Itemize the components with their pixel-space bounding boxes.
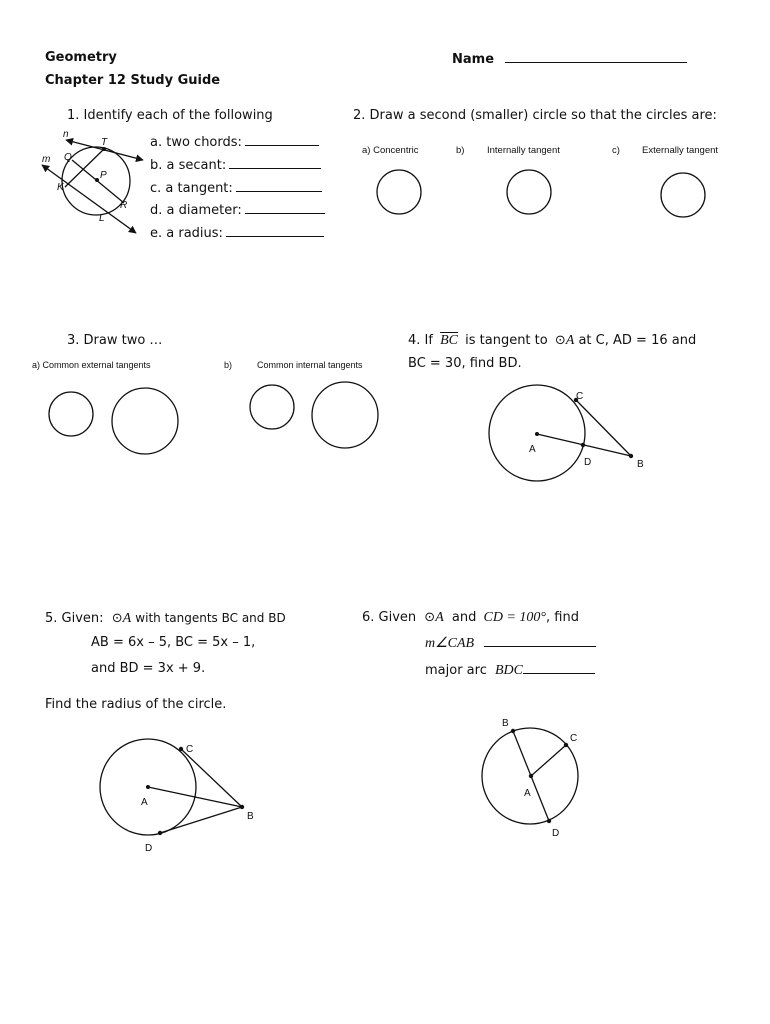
tangent-bd bbox=[160, 807, 242, 833]
label-q: Q bbox=[64, 152, 72, 163]
label-c: C bbox=[576, 391, 584, 402]
q1-item-d: d. a diameter: bbox=[150, 201, 325, 219]
arc-cd: CD = 100° bbox=[483, 610, 547, 625]
point-a bbox=[146, 785, 150, 789]
tangent-bc bbox=[181, 749, 242, 807]
point-a bbox=[535, 432, 539, 436]
point-c bbox=[564, 743, 568, 747]
q3-option-a: a) Common external tangents bbox=[32, 360, 151, 370]
q2-figures bbox=[377, 170, 705, 217]
q3-prompt: 3. Draw two … bbox=[67, 333, 163, 348]
label-d: D bbox=[552, 828, 560, 839]
q3-option-b: Common internal tangents bbox=[257, 360, 363, 370]
q6-figure bbox=[482, 728, 578, 824]
q1-item-e: e. a radius: bbox=[150, 224, 324, 242]
q5-line3: and BD = 3x + 9. bbox=[91, 661, 206, 676]
point-d bbox=[547, 819, 551, 823]
q2-prompt: 2. Draw a second (smaller) circle so that the circles are: bbox=[353, 108, 717, 123]
label-l: L bbox=[99, 213, 105, 224]
q2-option-b: Internally tangent bbox=[487, 145, 560, 156]
q1-item-c: c. a tangent: bbox=[150, 179, 322, 197]
q1-prompt: 1. Identify each of the following bbox=[67, 108, 273, 123]
segment-bc: $\overline{BC}$ bbox=[440, 333, 458, 348]
label-m: m bbox=[42, 154, 51, 165]
point-d bbox=[158, 831, 162, 835]
label-r: R bbox=[120, 200, 128, 211]
q4-line2: BC = 30, find BD. bbox=[408, 356, 522, 371]
q4-figure bbox=[489, 385, 633, 481]
q5-line2: AB = 6x – 5, BC = 5x – 1, bbox=[91, 635, 256, 650]
q4-line1: 4. If $\overline{BC}$ is tangent to ⊙A at C, AD = 16 and bbox=[408, 333, 697, 348]
label-c: C bbox=[186, 744, 194, 755]
q2-circle-concentric bbox=[377, 170, 421, 214]
course-title: Geometry bbox=[45, 50, 117, 65]
point-b bbox=[240, 805, 244, 809]
point-d bbox=[581, 443, 585, 447]
q3-figures bbox=[49, 382, 378, 454]
q3-option-b-letter: b) bbox=[224, 360, 233, 370]
q5-labels bbox=[141, 744, 254, 854]
q3a-large-circle bbox=[112, 388, 178, 454]
point-c bbox=[179, 747, 183, 751]
name-label: Name bbox=[452, 52, 495, 67]
q4-labels bbox=[529, 391, 644, 470]
label-c: C bbox=[570, 733, 578, 744]
q6-line1: 6. Given ⊙A and CD = 100°, find bbox=[362, 610, 579, 625]
q1-item-a: a. two chords: bbox=[150, 133, 319, 151]
q2-option-c: Externally tangent bbox=[642, 145, 719, 156]
q1-item-b: b. a secant: bbox=[150, 156, 321, 174]
q6-angle-item: m∠CAB bbox=[425, 634, 596, 652]
q2-circle-external bbox=[661, 173, 705, 217]
q5-line1: 5. Given: ⊙A with tangents BC and BD bbox=[45, 611, 286, 626]
circle-symbol: ⊙ bbox=[554, 333, 566, 348]
q2-circle-internal bbox=[507, 170, 551, 214]
label-a: A bbox=[524, 788, 531, 799]
label-a: A bbox=[529, 444, 536, 455]
label-d: D bbox=[584, 457, 592, 468]
segment-ab bbox=[148, 787, 242, 807]
point-a bbox=[529, 774, 533, 778]
point-b bbox=[629, 454, 633, 458]
q3a-small-circle bbox=[49, 392, 93, 436]
point-p bbox=[95, 178, 99, 182]
radius-ac bbox=[531, 745, 566, 776]
q3b-small-circle bbox=[250, 385, 294, 429]
label-b: B bbox=[637, 459, 644, 470]
label-p: P bbox=[100, 170, 107, 181]
q2-option-b-letter: b) bbox=[456, 145, 465, 156]
q5-figure bbox=[100, 739, 244, 835]
circle-symbol: ⊙ bbox=[111, 611, 123, 626]
q2-option-c-letter: c) bbox=[612, 145, 620, 156]
q5-find: Find the radius of the circle. bbox=[45, 697, 227, 712]
circle-symbol: ⊙ bbox=[424, 610, 436, 625]
label-b: B bbox=[247, 811, 254, 822]
label-a: A bbox=[141, 797, 148, 808]
label-d: D bbox=[145, 843, 153, 854]
label-k: K bbox=[57, 182, 64, 193]
guide-title: Chapter 12 Study Guide bbox=[45, 73, 221, 88]
q6-arc-item: major arc BDC bbox=[425, 661, 595, 679]
q3b-large-circle bbox=[312, 382, 378, 448]
label-n: n bbox=[63, 129, 69, 140]
point-b bbox=[511, 729, 515, 733]
secant-line-m bbox=[42, 165, 136, 233]
label-b: B bbox=[502, 718, 509, 729]
label-t: T bbox=[101, 137, 108, 148]
q2-option-a: a) Concentric bbox=[362, 145, 419, 156]
